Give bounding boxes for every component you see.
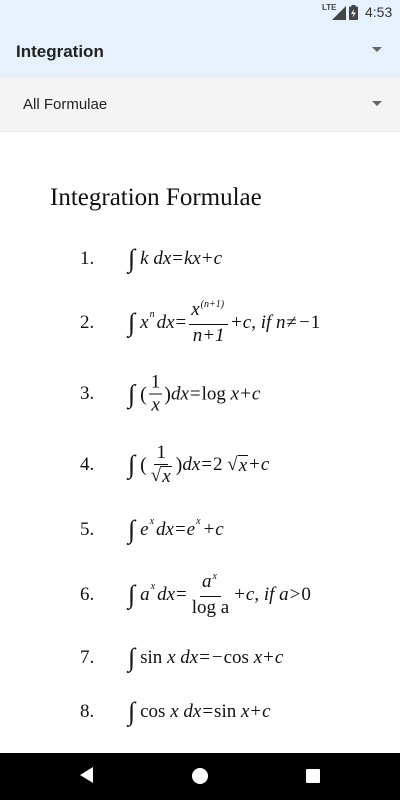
math-exponent: (n+1) — [200, 299, 225, 310]
math-denominator: log a — [191, 597, 230, 618]
math-denominator: n+1 — [192, 325, 225, 346]
integral-sign: ∫ — [128, 697, 136, 726]
math-term: dx — [183, 701, 202, 722]
math-operator: = — [199, 647, 210, 668]
math-operator: − — [298, 312, 310, 333]
status-bar — [0, 0, 400, 24]
math-denominator: x — [151, 394, 160, 416]
formula-row — [0, 371, 400, 416]
formula-row — [0, 643, 400, 672]
formula-number: 4. — [80, 454, 95, 475]
math-term: dx — [180, 647, 199, 668]
formula-row — [0, 571, 400, 618]
math-term: x — [253, 647, 263, 668]
math-term: e — [140, 519, 149, 540]
formula-number: 2. — [80, 312, 95, 333]
math-operator: = — [189, 383, 201, 404]
filter-selected: All Formulae — [23, 96, 108, 113]
formula-expression — [128, 443, 269, 487]
math-term: a — [201, 571, 212, 592]
math-operator: + — [203, 519, 215, 540]
math-term: 2 — [213, 454, 223, 475]
math-operator: ) — [175, 454, 183, 476]
math-term: dx — [156, 312, 175, 333]
math-function: log — [201, 383, 226, 404]
formula-row — [0, 515, 400, 544]
integral-sign: ∫ — [128, 450, 136, 479]
chevron-down-icon — [372, 101, 382, 106]
system-nav-bar — [0, 753, 400, 800]
category-selected: Integration — [16, 42, 104, 61]
math-term: dx — [170, 383, 189, 404]
recents-icon[interactable] — [306, 769, 320, 783]
math-operator: + — [240, 383, 251, 404]
formula-expression — [128, 699, 271, 725]
math-term: x — [162, 466, 171, 487]
formula-expression — [128, 517, 224, 543]
math-term: 1 — [310, 312, 321, 333]
math-term: c — [260, 454, 270, 475]
math-operator: ) — [164, 383, 171, 405]
math-operator: + — [263, 647, 274, 668]
math-fraction — [149, 443, 174, 487]
math-term: x — [240, 701, 250, 722]
math-term: a — [279, 584, 289, 605]
formula-row — [0, 697, 400, 726]
formula-number: 8. — [80, 701, 95, 722]
integral-sign: ∫ — [128, 643, 136, 672]
math-exponent: x — [212, 571, 217, 582]
formula-row — [0, 244, 400, 273]
math-exponent: n — [149, 309, 155, 320]
math-operator: + — [250, 701, 262, 722]
square-root — [151, 466, 172, 487]
back-icon[interactable] — [80, 767, 93, 783]
math-operator: = — [176, 584, 187, 605]
math-operator: + — [231, 312, 242, 333]
math-exponent: x — [196, 516, 201, 527]
math-term: c — [274, 647, 284, 668]
formula-number: 3. — [80, 383, 95, 404]
math-term: c — [245, 584, 255, 605]
math-term: c — [251, 383, 261, 404]
home-icon[interactable] — [192, 768, 208, 784]
math-operator: + — [249, 454, 260, 475]
integral-sign: ∫ — [128, 244, 136, 273]
network-type: LTE — [322, 3, 337, 12]
math-term: x — [167, 647, 176, 668]
math-term: if — [260, 312, 272, 333]
formula-number: 5. — [80, 519, 95, 540]
formula-row — [0, 299, 400, 346]
math-term: x — [140, 312, 149, 333]
integral-sign: ∫ — [128, 308, 136, 337]
math-operator: ( — [140, 383, 147, 405]
formula-number: 7. — [80, 647, 95, 668]
math-term: e — [186, 519, 196, 540]
math-term: if — [263, 584, 275, 605]
math-function: cos — [223, 647, 249, 668]
math-term: c — [262, 701, 271, 722]
math-term: c — [242, 312, 252, 333]
formula-expression — [128, 572, 311, 618]
math-term: dx — [182, 454, 201, 475]
math-term: a — [140, 584, 150, 605]
math-operator: = — [201, 454, 212, 475]
math-term: c — [215, 519, 224, 540]
clock: 4:53 — [365, 4, 393, 20]
math-operator: − — [211, 647, 223, 668]
math-term: dx — [157, 584, 176, 605]
category-dropdown[interactable] — [0, 24, 400, 78]
filter-dropdown[interactable] — [0, 78, 400, 132]
math-operator: = — [202, 701, 214, 722]
formula-number: 6. — [80, 584, 95, 605]
math-operator: + — [201, 248, 213, 269]
math-function: cos — [140, 701, 166, 722]
math-operator: ≠ — [286, 312, 297, 333]
signal-icon — [332, 6, 346, 20]
math-term: x — [170, 701, 179, 722]
math-exponent: x — [149, 516, 155, 527]
math-operator: ( — [140, 454, 147, 476]
math-operator: + — [234, 584, 245, 605]
math-function: sin — [214, 701, 237, 722]
page-title: Integration Formulae — [50, 184, 262, 211]
math-exponent: x — [150, 581, 156, 592]
formula-row — [0, 442, 400, 487]
math-operator: = — [174, 519, 186, 540]
math-term: x — [238, 454, 248, 476]
math-term: x — [230, 383, 240, 404]
formula-expression — [128, 300, 320, 346]
math-term: c — [213, 248, 222, 269]
math-term: n — [276, 312, 286, 333]
battery-charging-icon — [349, 5, 358, 20]
chevron-down-icon — [372, 47, 382, 52]
math-numerator: 1 — [150, 371, 161, 393]
math-term: x — [191, 299, 200, 320]
math-function: sin — [140, 647, 163, 668]
math-fraction — [189, 300, 228, 346]
math-operator: = — [172, 248, 183, 269]
formula-expression — [128, 246, 222, 272]
integral-sign: ∫ — [128, 515, 136, 544]
formula-content[interactable] — [0, 132, 400, 753]
formula-expression — [128, 645, 283, 671]
math-operator: , — [254, 584, 260, 605]
math-operator: = — [175, 312, 187, 333]
math-term: k — [140, 248, 149, 269]
integral-sign: ∫ — [128, 379, 136, 408]
math-numerator: 1 — [156, 442, 166, 463]
math-term: kx — [183, 248, 201, 269]
radical-sign: √ — [227, 453, 238, 475]
math-fraction — [149, 373, 163, 416]
integral-sign: ∫ — [128, 580, 136, 609]
formula-number: 1. — [80, 248, 95, 269]
math-term: dx — [156, 519, 174, 540]
radical-sign: √ — [150, 465, 162, 486]
formula-expression — [128, 373, 260, 416]
math-fraction — [190, 572, 231, 618]
square-root — [227, 455, 248, 476]
math-term: dx — [153, 248, 172, 269]
math-operator: , — [251, 312, 256, 333]
math-operator: > — [289, 584, 301, 605]
math-term: 0 — [301, 584, 311, 605]
